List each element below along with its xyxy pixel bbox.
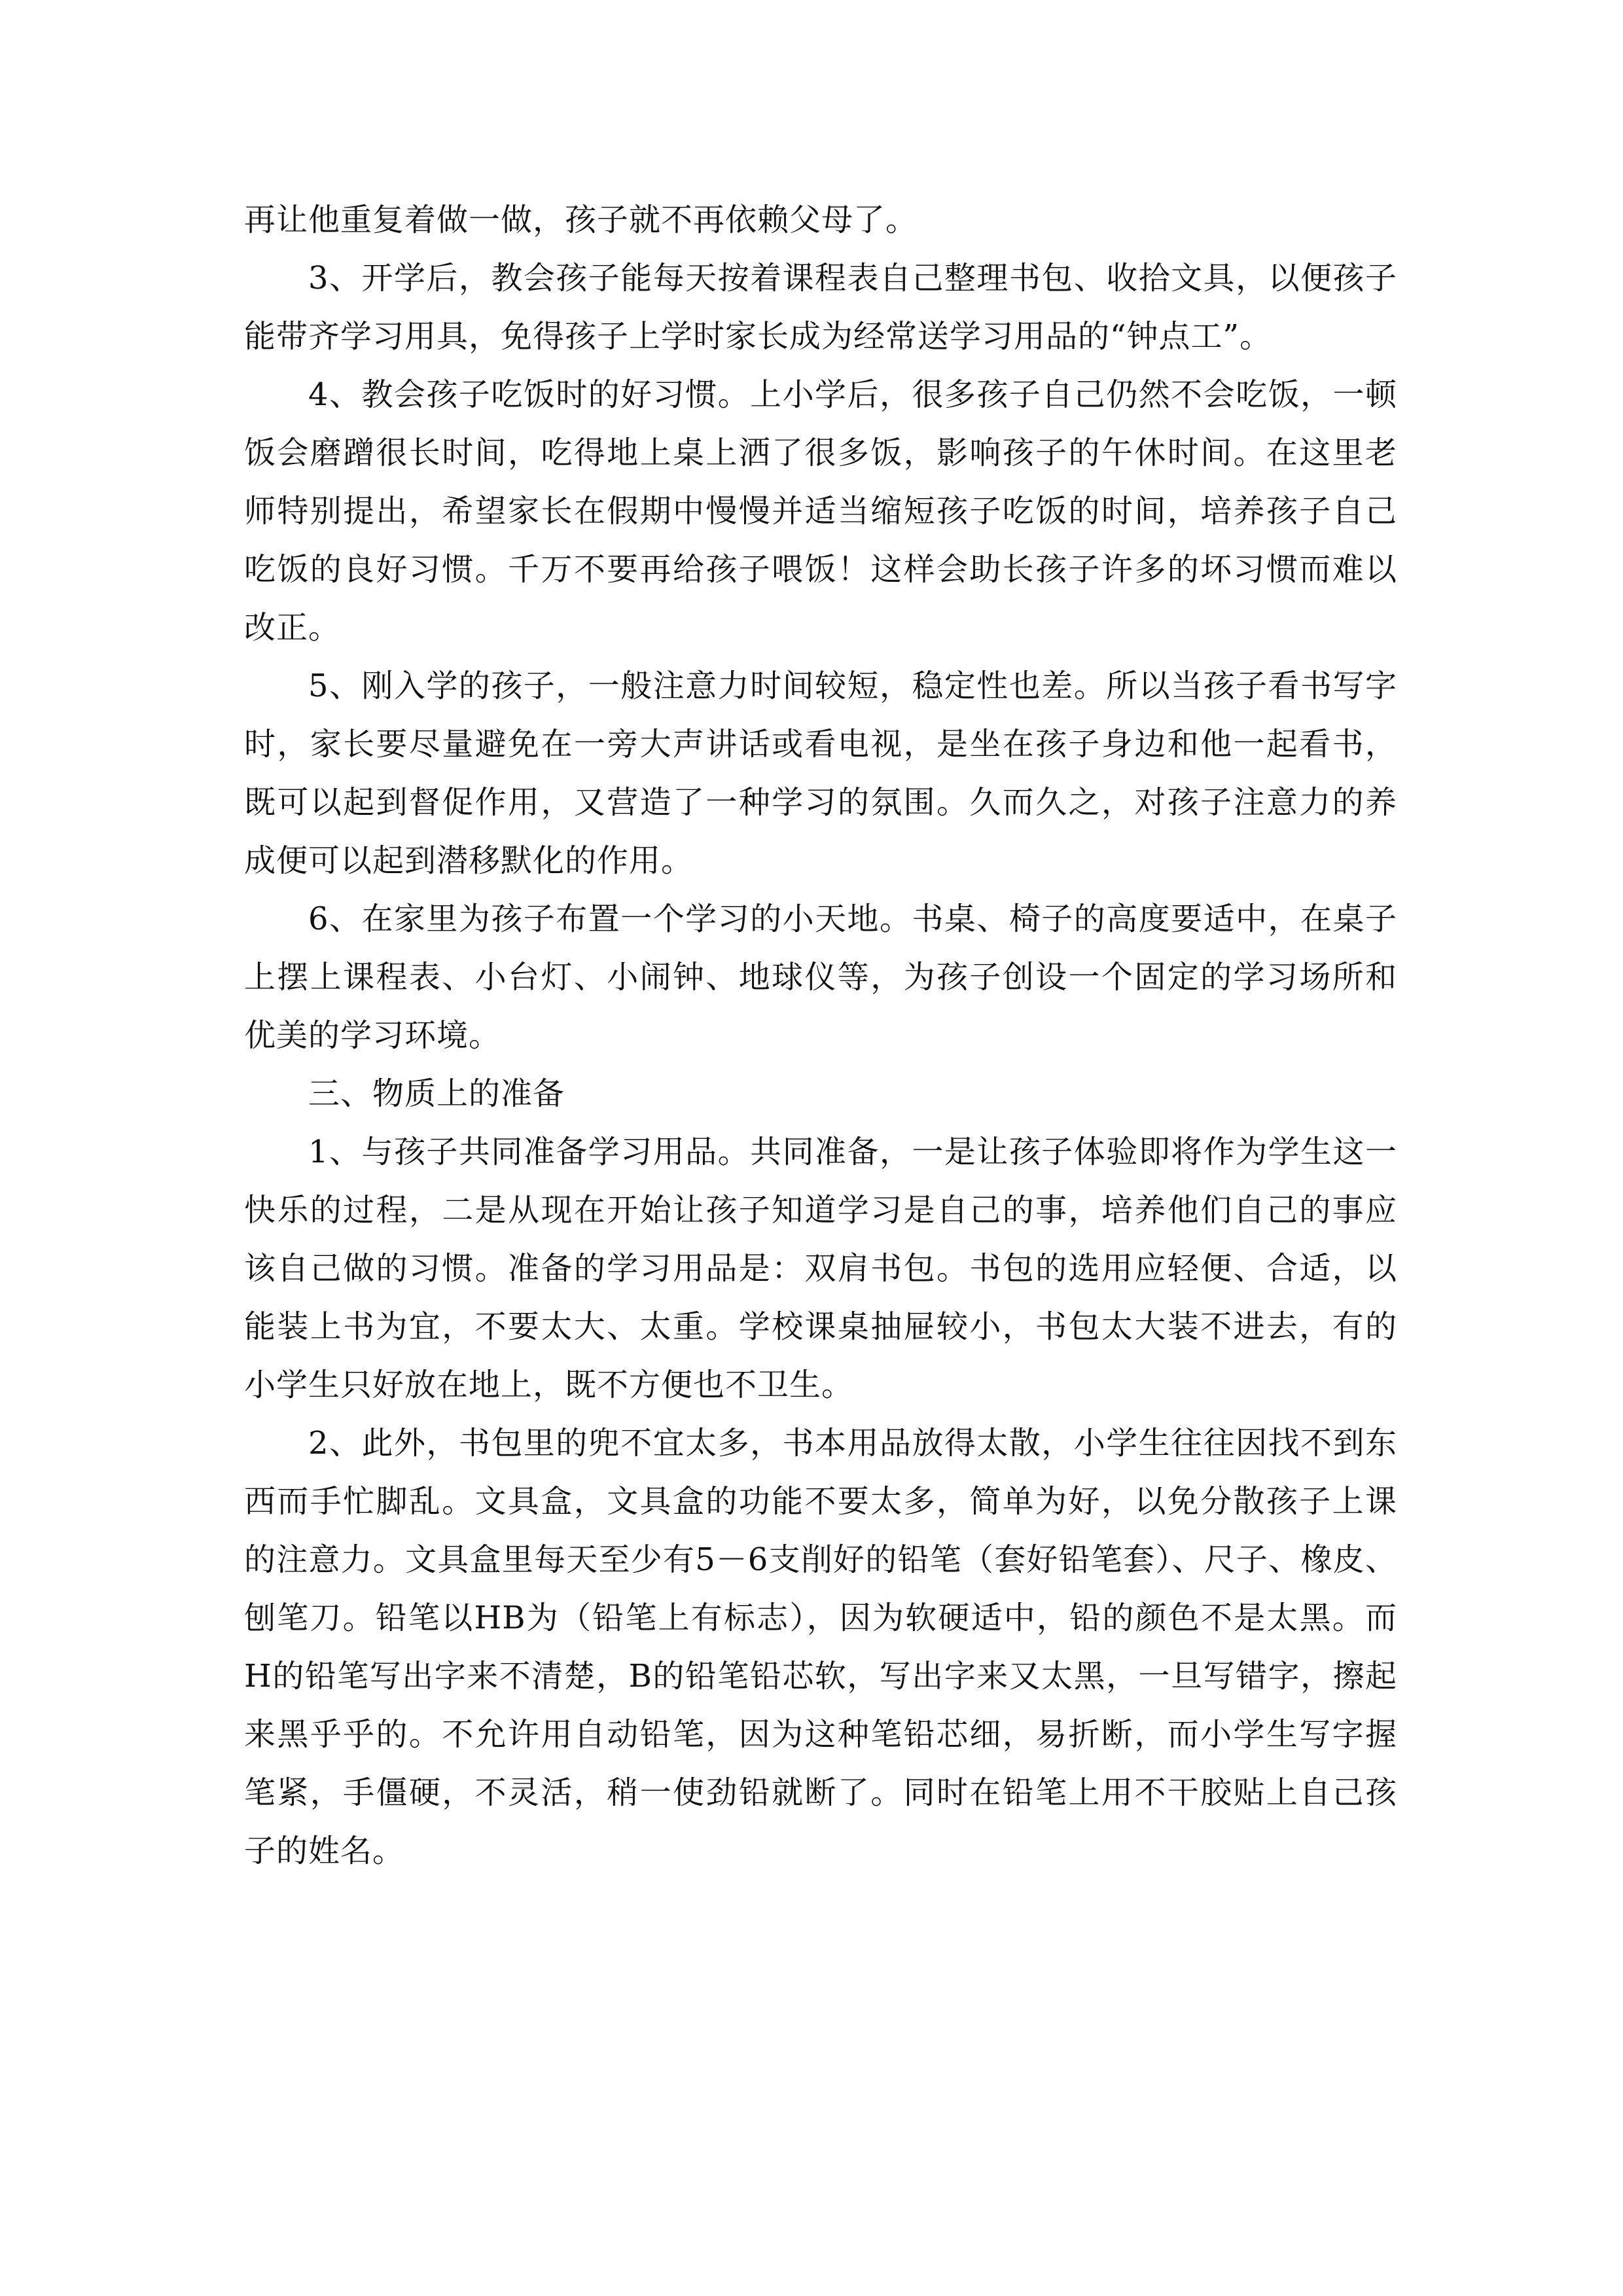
paragraph: 5、刚入学的孩子，一般注意力时间较短，稳定性也差。所以当孩子看书写字时，家长要尽量避免在一旁大声讲话或看电视，是坐在孩子身边和他一起看书，既可以起到督促作用，又营造了一种学习的氛围。久而久之，对孩子注意力的养成便可以起到潜移默化的作用。	[244, 668, 1397, 879]
paragraph: 2、此外，书包里的兜不宜太多，书本用品放得太散，小学生往往因找不到东西而手忙脚乱。文具盒，文具盒的功能不要太多，简单为好，以免分散孩子上课的注意力。文具盒里每天至少有5－6支削好的铅笔（套好铅笔套）、尺子、橡皮、刨笔刀。铅笔以HB为（铅笔上有标志），因为软硬适中，铅的颜色不是太黑。而H的铅笔写出字来不清楚，B的铅笔铅芯软，写出字来又太黑，一旦写错字，擦起来黑乎乎的。不允许用自动铅笔，因为这种笔铅芯细，易折断，而小学生写字握笔紧，手僵硬，不灵活，稍一使劲铅就断了。同时在铅笔上用不干胶贴上自己孩子的姓名。	[244, 1425, 1397, 1869]
document-body	[244, 191, 1397, 1880]
section-heading: 三、物质上的准备	[308, 1075, 565, 1112]
paragraph: 3、开学后，教会孩子能每天按着课程表自己整理书包、收拾文具，以便孩子能带齐学习用具，免得孩子上学时家长成为经常送学习用品的“钟点工”。	[244, 260, 1397, 355]
paragraph: 再让他重复着做一做，孩子就不再依赖父母了。	[244, 202, 918, 238]
paragraph: 6、在家里为孩子布置一个学习的小天地。书桌、椅子的高度要适中，在桌子上摆上课程表、小台灯、小闹钟、地球仪等，为孩子创设一个固定的学习场所和优美的学习环境。	[244, 901, 1397, 1054]
paragraph: 1、与孩子共同准备学习用品。共同准备，一是让孩子体验即将作为学生这一快乐的过程，二是从现在开始让孩子知道学习是自己的事，培养他们自己的事应该自己做的习惯。准备的学习用品是：双肩书包。书包的选用应轻便、合适，以能装上书为宜，不要太大、太重。学校课桌抽屉较小，书包太大装不进去，有的小学生只好放在地上，既不方便也不卫生。	[244, 1134, 1397, 1403]
paragraph: 4、教会孩子吃饭时的好习惯。上小学后，很多孩子自己仍然不会吃饭，一顿饭会磨蹭很长时间，吃得地上桌上洒了很多饭，影响孩子的午休时间。在这里老师特别提出，希望家长在假期中慢慢并适当缩短孩子吃饭的时间，培养孩子自己吃饭的良好习惯。千万不要再给孩子喂饭！这样会助长孩子许多的坏习惯而难以改正。	[244, 376, 1397, 646]
